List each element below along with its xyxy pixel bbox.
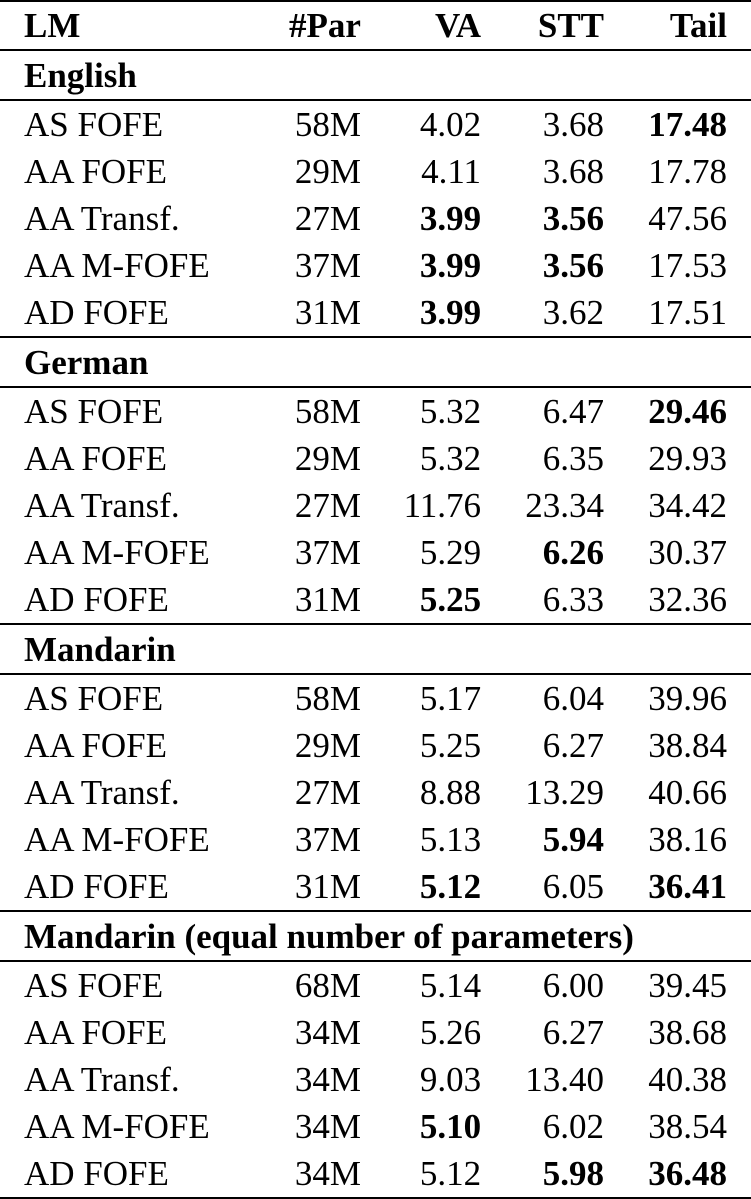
cell-va: 8.88 [419, 773, 482, 812]
cell-par: 58M [294, 679, 361, 718]
cell-va: 5.10 [419, 1107, 482, 1146]
cell-par: 29M [294, 439, 361, 478]
table-row [0, 242, 751, 289]
cell-lm: AD FOFE [0, 863, 267, 911]
cell-stt: 6.05 [481, 863, 604, 911]
cell-par: 34M [294, 1060, 361, 1099]
table-row [0, 722, 751, 769]
cell-lm: AA M-FOFE [24, 820, 210, 859]
cell-va: 5.14 [419, 966, 482, 1005]
cell-tail: 17.53 [648, 246, 727, 285]
cell-lm: AA M-FOFE [24, 246, 210, 285]
column-header-tail: Tail [604, 1, 751, 50]
cell-stt: 3.68 [542, 152, 605, 191]
cell-par: 31M [267, 863, 361, 911]
cell-stt: 6.27 [542, 726, 605, 765]
cell-lm: AS FOFE [24, 966, 164, 1005]
cell-stt: 6.33 [481, 576, 604, 624]
cell-tail: 29.46 [648, 392, 727, 431]
cell-tail: 39.45 [648, 966, 727, 1005]
table-row [0, 1056, 751, 1103]
cell-tail: 38.68 [648, 1013, 727, 1052]
cell-lm: AA M-FOFE [24, 533, 210, 572]
cell-tail: 32.36 [604, 576, 751, 624]
column-header-stt: STT [481, 1, 604, 50]
cell-par: 37M [294, 533, 361, 572]
cell-par: 29M [294, 726, 361, 765]
cell-tail: 38.16 [648, 820, 727, 859]
cell-tail: 17.48 [648, 105, 727, 144]
cell-stt: 6.26 [542, 533, 605, 572]
section-title: English [0, 50, 751, 100]
table-row [0, 674, 751, 722]
table-row [0, 482, 751, 529]
cell-par: 58M [294, 105, 361, 144]
cell-tail: 38.54 [648, 1107, 727, 1146]
cell-va: 5.26 [419, 1013, 482, 1052]
cell-stt: 3.62 [481, 289, 604, 337]
cell-stt: 6.27 [542, 1013, 605, 1052]
table-header-row [0, 1, 751, 50]
cell-va: 5.25 [419, 726, 482, 765]
cell-stt: 13.29 [525, 773, 605, 812]
cell-va: 5.12 [361, 863, 481, 911]
cell-lm: AS FOFE [24, 105, 164, 144]
cell-lm: AD FOFE [0, 1150, 267, 1198]
column-header-va: VA [361, 1, 481, 50]
cell-tail: 38.84 [648, 726, 727, 765]
cell-lm: AA Transf. [24, 773, 180, 812]
cell-lm: AA FOFE [24, 439, 167, 478]
cell-va: 4.11 [421, 152, 482, 191]
cell-lm: AA FOFE [24, 726, 167, 765]
cell-stt: 13.40 [525, 1060, 605, 1099]
table-row [0, 289, 751, 337]
cell-tail: 39.96 [648, 679, 727, 718]
cell-va: 4.02 [419, 105, 482, 144]
cell-stt: 23.34 [525, 486, 605, 525]
section-title: Mandarin [0, 624, 751, 674]
cell-va: 5.17 [419, 679, 482, 718]
cell-par: 27M [294, 199, 361, 238]
cell-stt: 3.56 [542, 246, 605, 285]
section-title: German [0, 337, 751, 387]
cell-stt: 6.04 [542, 679, 605, 718]
table-row [0, 100, 751, 148]
cell-tail: 29.93 [648, 439, 727, 478]
cell-stt: 3.56 [542, 199, 605, 238]
cell-lm: AA FOFE [24, 1013, 167, 1052]
table-row [0, 1103, 751, 1150]
cell-va: 3.99 [361, 289, 481, 337]
table-row [0, 1009, 751, 1056]
cell-va: 5.25 [361, 576, 481, 624]
cell-par: 58M [294, 392, 361, 431]
cell-va: 5.29 [419, 533, 482, 572]
section-header-row [0, 50, 751, 100]
cell-lm: AD FOFE [0, 576, 267, 624]
cell-stt: 5.98 [481, 1150, 604, 1198]
cell-lm: AS FOFE [24, 679, 164, 718]
cell-tail: 34.42 [648, 486, 727, 525]
cell-va: 11.76 [403, 486, 482, 525]
cell-stt: 6.02 [542, 1107, 605, 1146]
section-header-row [0, 624, 751, 674]
section-header-row [0, 911, 751, 961]
cell-va: 5.12 [361, 1150, 481, 1198]
cell-tail: 30.37 [648, 533, 727, 572]
cell-par: 29M [294, 152, 361, 191]
cell-lm: AA M-FOFE [24, 1107, 210, 1146]
column-header-lm: LM [0, 1, 267, 50]
table-row [0, 195, 751, 242]
cell-par: 68M [294, 966, 361, 1005]
table-row [0, 576, 751, 624]
cell-lm: AD FOFE [0, 289, 267, 337]
cell-stt: 6.35 [542, 439, 605, 478]
cell-par: 34M [294, 1013, 361, 1052]
cell-va: 5.32 [419, 439, 482, 478]
table-row [0, 148, 751, 195]
cell-va: 3.99 [419, 246, 482, 285]
cell-stt: 5.94 [542, 820, 605, 859]
cell-tail: 17.78 [648, 152, 727, 191]
cell-stt: 6.47 [542, 392, 605, 431]
table-row [0, 863, 751, 911]
table-row [0, 961, 751, 1009]
cell-va: 3.99 [419, 199, 482, 238]
cell-va: 5.32 [419, 392, 482, 431]
cell-tail: 17.51 [604, 289, 751, 337]
cell-par: 27M [294, 773, 361, 812]
cell-tail: 36.41 [604, 863, 751, 911]
cell-stt: 3.68 [542, 105, 605, 144]
section-title: Mandarin (equal number of parameters) [0, 911, 751, 961]
cell-par: 31M [267, 289, 361, 337]
table-row [0, 1150, 751, 1198]
table-row [0, 816, 751, 863]
table-body [0, 50, 751, 1198]
cell-tail: 47.56 [648, 199, 727, 238]
cell-lm: AA Transf. [24, 486, 180, 525]
cell-lm: AS FOFE [24, 392, 164, 431]
cell-par: 37M [294, 820, 361, 859]
cell-tail: 36.48 [604, 1150, 751, 1198]
cell-par: 34M [267, 1150, 361, 1198]
cell-tail: 40.38 [648, 1060, 727, 1099]
cell-lm: AA FOFE [24, 152, 167, 191]
table-row [0, 387, 751, 435]
cell-va: 5.13 [419, 820, 482, 859]
cell-par: 27M [294, 486, 361, 525]
cell-par: 37M [294, 246, 361, 285]
cell-tail: 40.66 [648, 773, 727, 812]
cell-par: 34M [294, 1107, 361, 1146]
section-header-row [0, 337, 751, 387]
table-row [0, 435, 751, 482]
cell-va: 9.03 [419, 1060, 482, 1099]
cell-lm: AA Transf. [24, 199, 180, 238]
cell-lm: AA Transf. [24, 1060, 180, 1099]
cell-par: 31M [267, 576, 361, 624]
table-row [0, 529, 751, 576]
table-row [0, 769, 751, 816]
cell-stt: 6.00 [542, 966, 605, 1005]
column-header-par: #Par [267, 1, 361, 50]
